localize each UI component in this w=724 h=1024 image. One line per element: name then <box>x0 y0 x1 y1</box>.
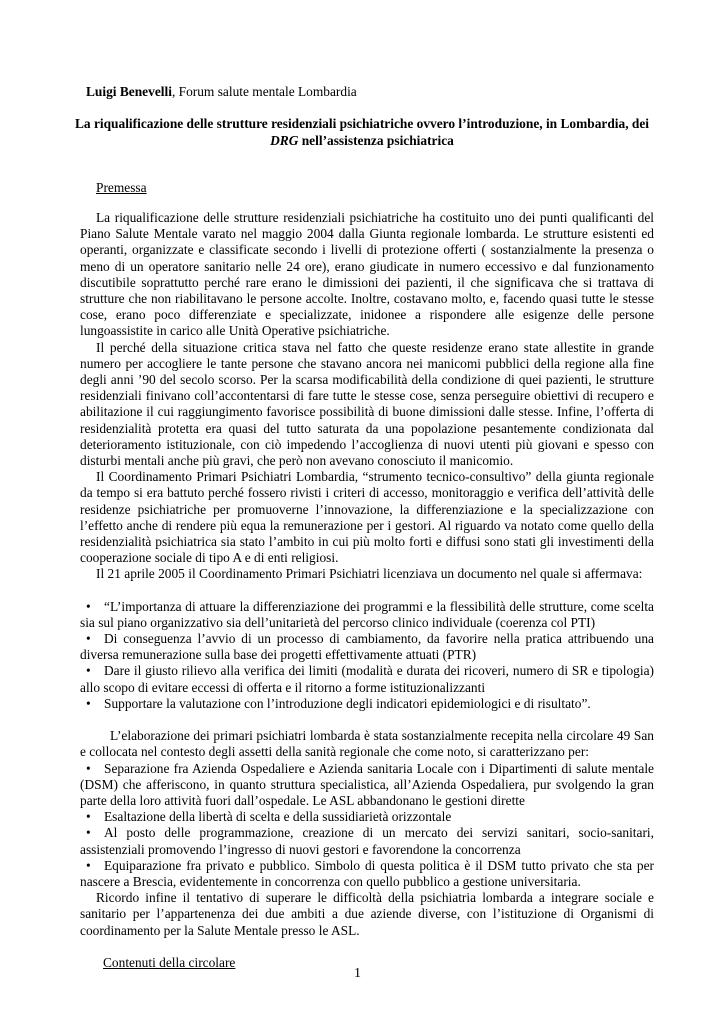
paragraph-1: La riqualificazione delle strutture residenziali psichiatriche ha costituito uno dei punti qualificanti del Piano Salute Mentale varato nel maggio 2004 dalla Giunta regionale lombarda. Le strutture esistenti ed operanti, organizzate e classificate secondo i livelli di protezione offerti ( sostanzialmente la presenza o meno di un operatore sanitario nelle 24 ore), erano giudicate in numero eccessivo e dal funzionamento discutibile soprattutto perché rare erano le dimissioni dei pazienti, il che significava che si trattava di strutture che non riabilitavano le persone accolte. Inoltre, costavano molto, e, facendo quasi tutte le stesse cose, erano poco differenziate e specializzate, inidonee a rispondere alle esigenze delle persone lungoassistite in carico alle Unità Operative psichiatriche. <box>80 210 654 339</box>
list-item-text: Di conseguenza l’avvio di un processo di cambiamento, da favorire nella pratica attribuendo una diversa remunerazione sulla base dei progetti effettivamente attuati (PTR) <box>80 631 654 663</box>
title-line-2-rest: nell’assistenza psichiatrica <box>298 132 454 148</box>
list-item <box>80 599 654 631</box>
paragraph-4: Il 21 aprile 2005 il Coordinamento Primari Psichiatri licenziava un documento nel quale si affermava: <box>96 566 643 582</box>
list-item-text: Dare il giusto rilievo alla verifica dei limiti (modalità e durata dei ricoveri, numero di SR e tipologia) allo scopo di evitare eccessi di offerta e il ritorno a forme istituzionalizzanti <box>80 663 654 695</box>
list-item <box>80 809 654 825</box>
list-item <box>80 825 654 857</box>
bullet-icon: • <box>86 598 91 614</box>
paragraph-elaborazione: L’elaborazione dei primari psichiatri lombarda è stata sostanzialmente recepita nella circolare 49 San e collocata nel contesto degli assetti della sanità regionale che come noto, si caratterizzano per: <box>80 728 654 760</box>
list-item-text: “L’importanza di attuare la differenziazione dei programmi e la flessibilità delle strutture, come scelta sia sul piano organizzativo sia dell’unitarietà del percorso clinico individuale (coerenza col PTI) <box>80 598 654 630</box>
list-item <box>80 858 654 890</box>
bullet-icon: • <box>86 695 91 711</box>
list-item <box>80 663 654 695</box>
list-item-text: Separazione fra Azienda Ospedaliere e Azienda sanitaria Locale con i Dipartimenti di salute mentale (DSM) che afferiscono, in quanto struttura specialistica, all’Azienda Ospedaliera, pur svolgendo la gran parte della loro attività fuori dall’ospedale. Le ASL abbandonano le gestioni dirette <box>80 760 654 808</box>
list-item <box>80 696 654 712</box>
section-heading-premessa: Premessa <box>96 180 147 195</box>
page-number: 1 <box>354 966 361 981</box>
bullet-icon: • <box>86 857 91 873</box>
list-item <box>80 631 654 663</box>
list-item-text: Al posto delle programmazione, creazione di un mercato dei servizi sanitari, socio-sanitari, assistenziali promovendo l’ingresso di nuovi gestori e favorendone la concorrenza <box>80 825 654 857</box>
bullet-icon: • <box>86 663 91 679</box>
list-item-text: Equiparazione fra privato e pubblico. Simbolo di questa politica è il DSM tutto privato che sta per nascere a Brescia, evidentemente in concorrenza con quello pubblico a gestione universitaria. <box>80 857 654 889</box>
document-body <box>80 210 654 971</box>
bullet-list-1 <box>80 599 654 712</box>
paragraph-ricordo: Ricordo infine il tentativo di superare le difficoltà della psichiatria lombarda a integrare sociale e sanitario per l’appartenenza dei due ambiti a due aziende diverse, con l’istituzione di Organismi di coordinamento per la Salute Mentale presso le ASL. <box>80 890 654 938</box>
bullet-icon: • <box>86 825 91 841</box>
paragraph-2: Il perché della situazione critica stava nel fatto che queste residenze erano state allestite in grande numero per accogliere le tante persone che stavano ancora nei manicomi pubblici della regione alla fine degli anni ’90 del secolo scorso. Per la scarsa modificabilità della condizione di quei pazienti, le strutture residenziali finivano coll’accontentarsi di fare tutte le stesse cose, senza perseguire obiettivi di recupero e abilitazione il cui raggiungimento favorisce possibilità di buone dimissioni dalle stesse. Infine, l’offerta di residenzialità protetta era quasi del tutto saturata da una popolazione pesantemente condizionata dal deterioramento istituzionale, con ciò impedendo l’accoglienza di nuovi utenti più giovani e spesso con disturbi mentali anche più gravi, che però non avevano conosciuto il manicomio. <box>80 339 654 469</box>
author-affiliation: , Forum salute mentale Lombardia <box>171 84 357 99</box>
title-line-1: La riqualificazione delle strutture residenziali psichiatriche ovvero l’introduzione, in Lombardia, dei <box>74 116 650 131</box>
bullet-list-2 <box>80 761 654 891</box>
list-item-text: Esaltazione della libertà di scelta e della sussidiarietà orizzontale <box>104 809 452 825</box>
list-item <box>80 761 654 810</box>
paragraph-3: Il Coordinamento Primari Psichiatri Lombardia, “strumento tecnico-consultivo” della giunta regionale da tempo si era battuto perché fossero rivisti i criteri di accesso, monitoraggio e verifica dell’attività delle residenze psichiatriche per promuoverne l’innovazione, la differenziazione e la specializzazione con l’effetto anche di rendere più equa la remunerazione per i gestori. Al riguardo va notato come quello della residenzialità psichiatrica sia stato l’ambito in cui più molto forti e diffusi sono stati gli investimenti della cooperazione sociale di tipo A e di enti religiosi. <box>80 469 654 566</box>
title-line-2 <box>60 133 664 150</box>
section-heading-contenuti: Contenuti della circolare <box>103 954 236 970</box>
bullet-icon: • <box>86 631 91 647</box>
document-title <box>60 116 664 149</box>
author-name: Luigi Benevelli <box>86 84 172 99</box>
author-line <box>86 84 357 100</box>
bullet-icon: • <box>86 760 91 776</box>
list-item-text: Supportare la valutazione con l’introduzione degli indicatori epidemiologici e di risultato”. <box>104 695 591 711</box>
bullet-icon: • <box>86 809 91 825</box>
title-drg: DRG <box>270 132 299 148</box>
